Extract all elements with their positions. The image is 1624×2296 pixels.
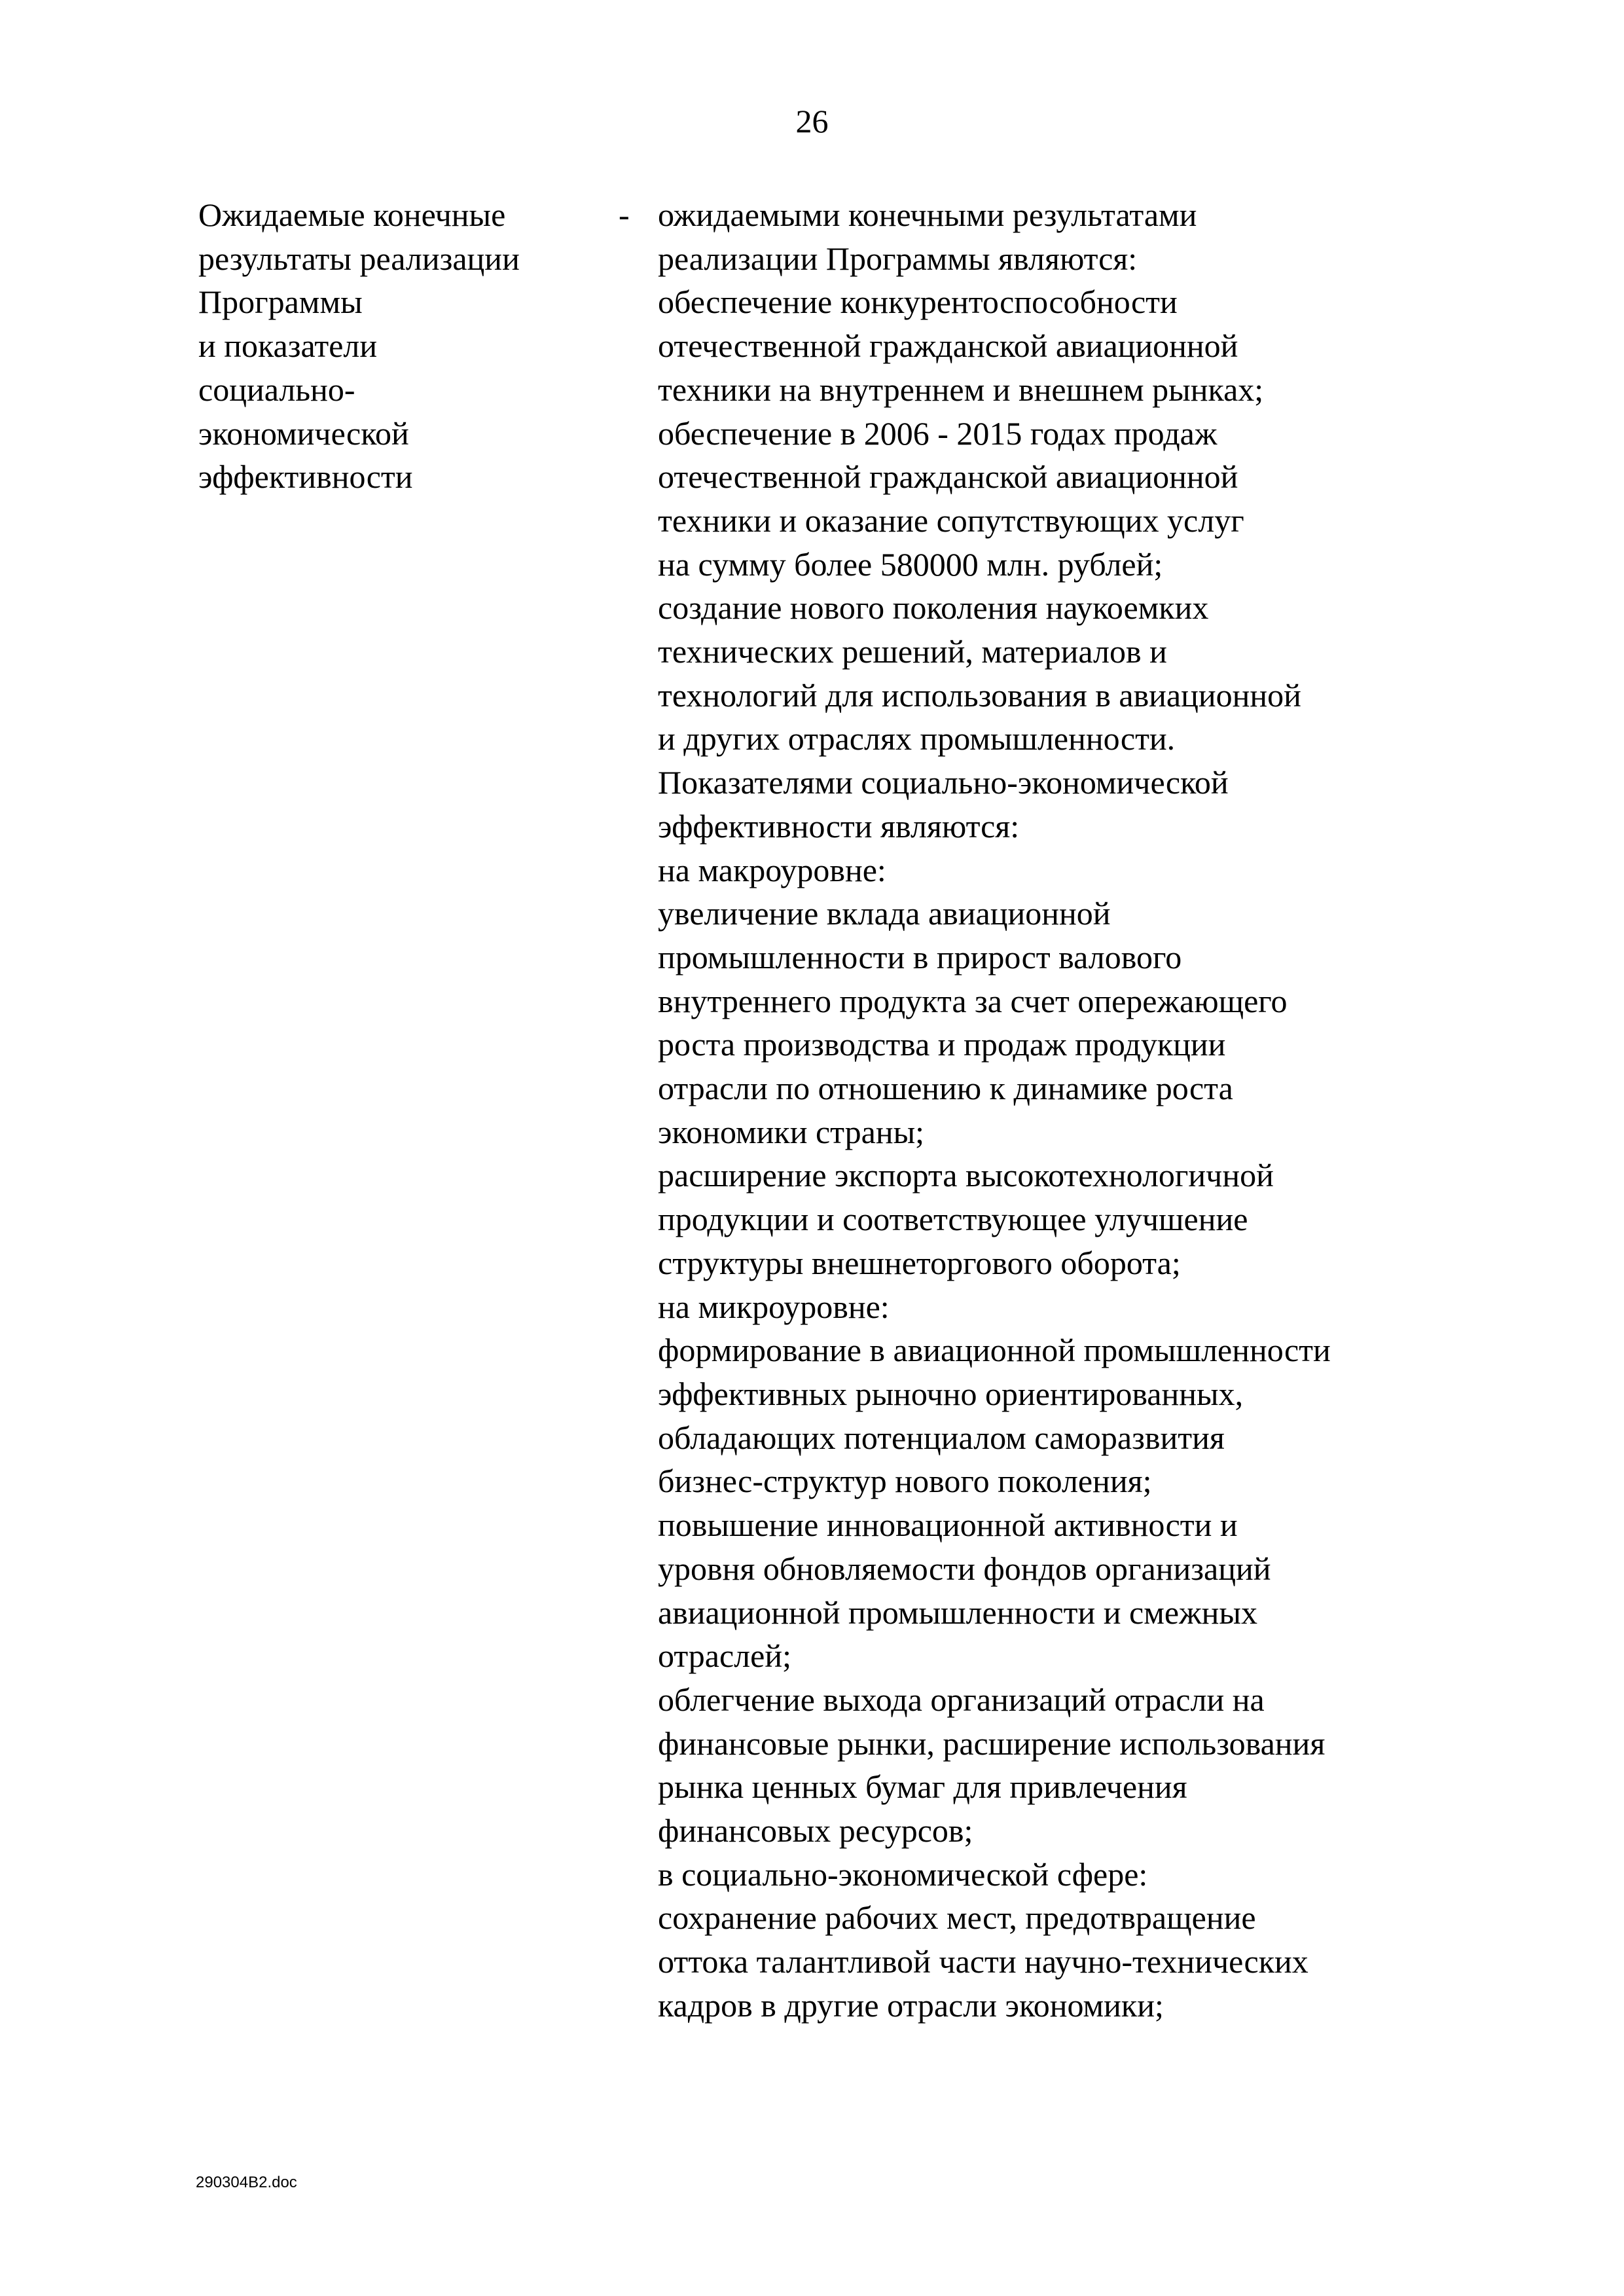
body-line: промышленности в прирост валового [658, 938, 1182, 975]
heading-line: Программы [198, 283, 363, 321]
body-line: кадров в другие отрасли экономики; [658, 1986, 1164, 2024]
body-line: создание нового поколения наукоемких [658, 589, 1209, 627]
body-line: отечественной гражданской авиационной [658, 458, 1238, 496]
body-line: продукции и соответствующее улучшение [658, 1201, 1248, 1238]
heading-line: и показатели [198, 327, 378, 365]
body-line: облегчение выхода организаций отрасли на [658, 1681, 1265, 1718]
body-line: повышение инновационной активности и [658, 1506, 1238, 1544]
body-line: отраслей; [658, 1637, 791, 1675]
body-line: в социально-экономической сфере: [658, 1855, 1148, 1893]
body-line: увеличение вклада авиационной [658, 895, 1111, 932]
section-heading [198, 193, 604, 499]
body-line: обладающих потенциалом саморазвития [658, 1419, 1225, 1456]
body-line: сохранение рабочих мест, предотвращение [658, 1899, 1256, 1937]
body-line: реализации Программы являются: [658, 240, 1138, 277]
page-number: 26 [795, 103, 829, 139]
body-line: рынка ценных бумаг для привлечения [658, 1768, 1187, 1806]
body-line: Показателями социально-экономической [658, 764, 1229, 801]
section-body [658, 193, 1509, 2028]
body-line: внутреннего продукта за счет опережающего [658, 982, 1288, 1019]
body-line: экономики страны; [658, 1113, 925, 1150]
separator-dash: - [619, 196, 630, 233]
heading-line: результаты реализации [198, 240, 520, 277]
body-line: на сумму более 580000 млн. рублей; [658, 545, 1163, 583]
body-line: технологий для использования в авиационной [658, 676, 1301, 714]
heading-line: Ожидаемые конечные [198, 196, 506, 233]
body-line: расширение экспорта высокотехнологичной [658, 1157, 1274, 1194]
body-line: техники на внутреннем и внешнем рынках; [658, 371, 1264, 408]
body-line: и других отраслях промышленности. [658, 720, 1176, 757]
body-line: отечественной гражданской авиационной [658, 327, 1238, 365]
body-line: эффективности являются: [658, 807, 1020, 845]
heading-line: эффективности [198, 458, 413, 496]
body-line: обеспечение в 2006 - 2015 годах продаж [658, 414, 1218, 452]
heading-line: социально- [198, 371, 355, 408]
body-line: ожидаемыми конечными результатами [658, 196, 1197, 233]
body-line: отрасли по отношению к динамике роста [658, 1070, 1233, 1107]
footer-file-name: 290304B2.doc [196, 2174, 297, 2191]
body-line: технических решений, материалов и [658, 633, 1167, 670]
body-line: роста производства и продаж продукции [658, 1026, 1226, 1063]
body-line: на микроуровне: [658, 1288, 890, 1325]
body-line: бизнес-структур нового поколения; [658, 1463, 1152, 1500]
body-line: эффективных рыночно ориентированных, [658, 1375, 1244, 1412]
body-line: структуры внешнеторгового оборота; [658, 1244, 1181, 1281]
body-line: формирование в авиационной промышленности [658, 1332, 1331, 1369]
body-line: техники и оказание сопутствующих услуг [658, 501, 1244, 539]
heading-line: экономической [198, 414, 409, 452]
body-line: финансовых ресурсов; [658, 1812, 973, 1850]
body-line: финансовые рынки, расширение использования [658, 1724, 1326, 1762]
body-line: обеспечение конкурентоспособности [658, 283, 1178, 321]
body-line: оттока талантливой части научно-технических [658, 1943, 1308, 1980]
body-line: на макроуровне: [658, 851, 886, 888]
body-line: авиационной промышленности и смежных [658, 1594, 1257, 1631]
body-line: уровня обновляемости фондов организаций [658, 1550, 1271, 1587]
